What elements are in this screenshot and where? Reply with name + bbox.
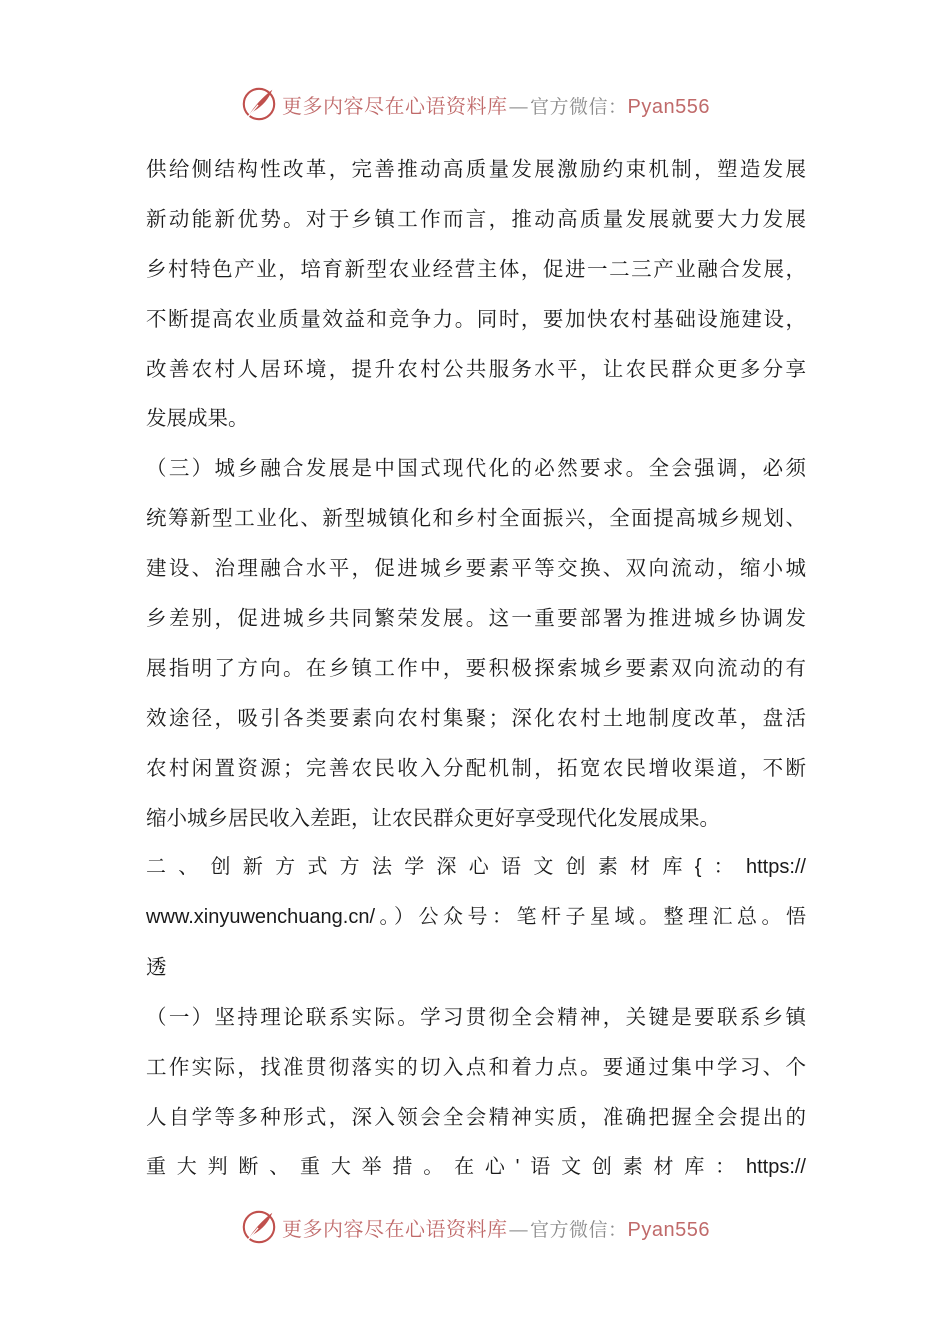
quill-logo-icon [240, 1208, 278, 1246]
body-line: 效途径，吸引各类要素向农村集聚；深化农村土地制度改革，盘活 [146, 705, 806, 730]
banner-separator: — [508, 1216, 529, 1241]
footer-banner-text [282, 1213, 710, 1242]
body-line: （三）城乡融合发展是中国式现代化的必然要求。全会强调，必须 [146, 456, 806, 481]
body-line-with-url: www.xinyuwenchuang.cn/。）公众号：笔杆子星域。整理汇总。悟 [146, 906, 806, 929]
body-line: 建设、治理融合水平，促进城乡要素平等交换、双向流动，缩小城 [146, 556, 806, 581]
banner-separator: — [508, 93, 529, 118]
body-line: 缩小城乡居民收入差距，让农民群众更好享受现代化发展成果。 [146, 805, 720, 830]
body-line: 农村闲置资源；完善农民收入分配机制，拓宽农民增收渠道，不断 [146, 755, 806, 780]
banner-wechat-label: 官方微信： [530, 1218, 628, 1241]
banner-wechat-id: Pyan556 [627, 1218, 710, 1241]
body-line: 工作实际，找准贯彻落实的切入点和着力点。要通过集中学习、个 [146, 1055, 806, 1080]
body-line-with-url: 二、创新方式方法学深心语文创素材库{：https:// [146, 856, 806, 879]
body-line: 乡村特色产业，培育新型农业经营主体，促进一二三产业融合发展， [146, 256, 806, 281]
banner-main-text: 更多内容尽在心语资料库 [282, 93, 508, 118]
body-line: （一）坚持理论联系实际。学习贯彻全会精神，关键是要联系乡镇 [146, 1005, 806, 1030]
banner-main-text: 更多内容尽在心语资料库 [282, 1216, 508, 1241]
body-line: 供给侧结构性改革，完善推动高质量发展激励约束机制，塑造发展 [146, 157, 806, 181]
body-line: 乡差别，促进城乡共同繁荣发展。这一重要部署为推进城乡协调发 [146, 606, 806, 631]
body-line: 展指明了方向。在乡镇工作中，要积极探索城乡要素双向流动的有 [146, 655, 806, 680]
body-line: 人自学等多种形式，深入领会全会精神实质，准确把握全会提出的 [146, 1104, 806, 1129]
document-body [146, 145, 806, 1193]
body-line: 不断提高农业质量效益和竞争力。同时，要加快农村基础设施建设， [146, 306, 806, 331]
body-line: 改善农村人居环境，提升农村公共服务水平，让农民群众更多分享 [146, 356, 806, 381]
body-line: 发展成果。 [146, 406, 249, 431]
body-line: 统筹新型工业化、新型城镇化和乡村全面振兴，全面提高城乡规划、 [146, 506, 806, 531]
body-line: 透 [146, 955, 167, 980]
header-banner-text [282, 90, 710, 119]
body-line: 新动能新优势。对于乡镇工作而言，推动高质量发展就要大力发展 [146, 206, 806, 231]
banner-wechat-label: 官方微信： [530, 95, 628, 118]
header-banner [0, 84, 950, 124]
body-line-with-url: 重大判断、重大举措。在心'语文创素材库：https:// [146, 1155, 806, 1178]
quill-logo-icon [240, 85, 278, 123]
banner-wechat-id: Pyan556 [627, 95, 710, 118]
footer-banner [0, 1207, 950, 1247]
